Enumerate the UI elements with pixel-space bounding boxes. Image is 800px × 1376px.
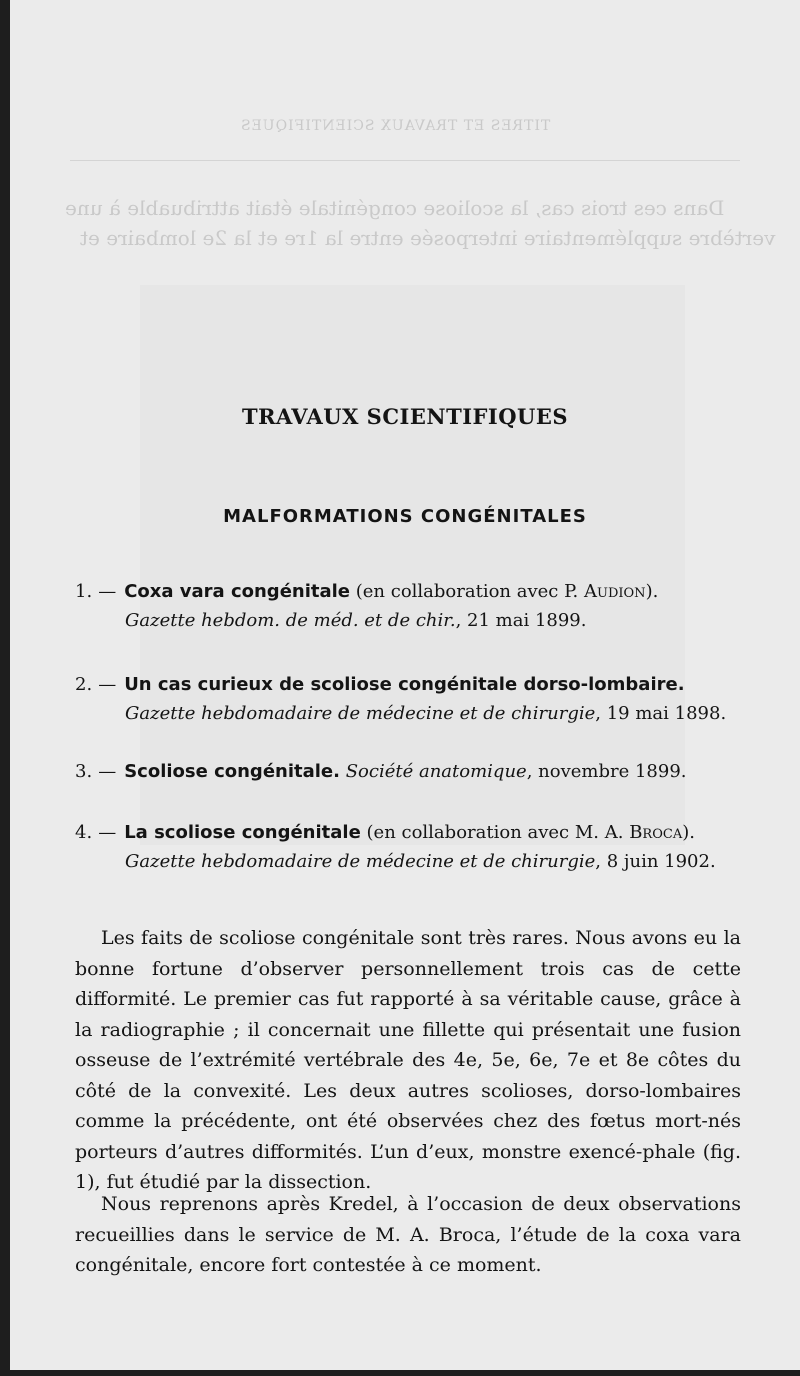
entry-dash: — (98, 822, 117, 843)
section-title: MALFORMATIONS CONGÉNITALES (223, 506, 587, 527)
entry-dash: — (98, 761, 117, 782)
entry-dash: — (98, 674, 117, 695)
entry-coauthor: Audion (584, 581, 646, 602)
entry-note-end: ). (682, 822, 695, 843)
entry-title: Un cas curieux de scoliose congénitale dorso-lombaire. (124, 674, 685, 695)
entry-date: , 8 juin 1902. (595, 851, 716, 872)
entry-note: (en collaboration avec P. (355, 581, 579, 602)
publication-entry (75, 577, 755, 635)
show-through-rule (70, 160, 740, 161)
entry-note-end: ). (645, 581, 659, 602)
entry-number: 4. (75, 822, 93, 843)
entry-number: 1. (75, 581, 93, 602)
entry-title: Coxa vara congénitale (124, 581, 351, 602)
entry-date: , 19 mai 1898. (595, 703, 727, 724)
entry-number: 2. (75, 674, 93, 695)
show-through-running-head: TITRES ET TRAVAUX SCIENTIFIQUES (240, 118, 551, 134)
entry-journal: Gazette hebdomadaire de médecine et de chirurgie (125, 703, 596, 724)
show-through-line: Dans ces trois cas, la scoliose congénitale était attribuable à une (65, 196, 725, 220)
entry-title: Scoliose congénitale. (124, 761, 340, 782)
entry-title: La scoliose congénitale (124, 822, 361, 843)
entry-dash: — (98, 581, 117, 602)
entry-journal: Gazette hebdom. de méd. et de chir. (125, 610, 456, 631)
entry-coauthor: Broca (629, 822, 683, 843)
entry-date: , novembre 1899. (526, 761, 687, 782)
entry-journal: Gazette hebdomadaire de médecine et de chirurgie (125, 851, 596, 872)
body-paragraph: Les faits de scoliose congénitale sont très rares. Nous avons eu la bonne fortune d’observer personnellement trois cas de cette difformité. Le premier cas fut rapporté à sa véritable cause, grâce à la radiographie ; il concernait une fillette qui présentait une fusion osseuse de l’extrémité vertébrale des 4e, 5e, 6e, 7e et 8e côtes du côté de la convexité. Les deux autres scolioses, dorso-lombaires comme la précédente, ont été observées chez des fœtus mort-nés porteurs d’autres difformités. L’un d’eux, monstre exencé-phale (fig. 1), fut étudié par la dissection. (75, 927, 741, 1193)
entry-date: , 21 mai 1899. (455, 610, 587, 631)
main-title: TRAVAUX SCIENTIFIQUES (241, 404, 569, 429)
show-through-line: vertèbre supplémentaire interposée entre la 1re et la 2e lombaire et (80, 226, 776, 250)
body-paragraph: Nous reprenons après Kredel, à l’occasion de deux observations recueillies dans le service de M. A. Broca, l’étude de la coxa vara congénitale, encore fort contestée à ce moment. (75, 1193, 741, 1276)
publication-entry (75, 818, 755, 876)
entry-note: (en collaboration avec M. A. (366, 822, 624, 843)
document-page (10, 0, 800, 1370)
entry-number: 3. (75, 761, 93, 782)
publication-entry (75, 670, 755, 728)
publication-entry (75, 757, 755, 786)
entry-journal: Société anatomique (345, 761, 527, 782)
